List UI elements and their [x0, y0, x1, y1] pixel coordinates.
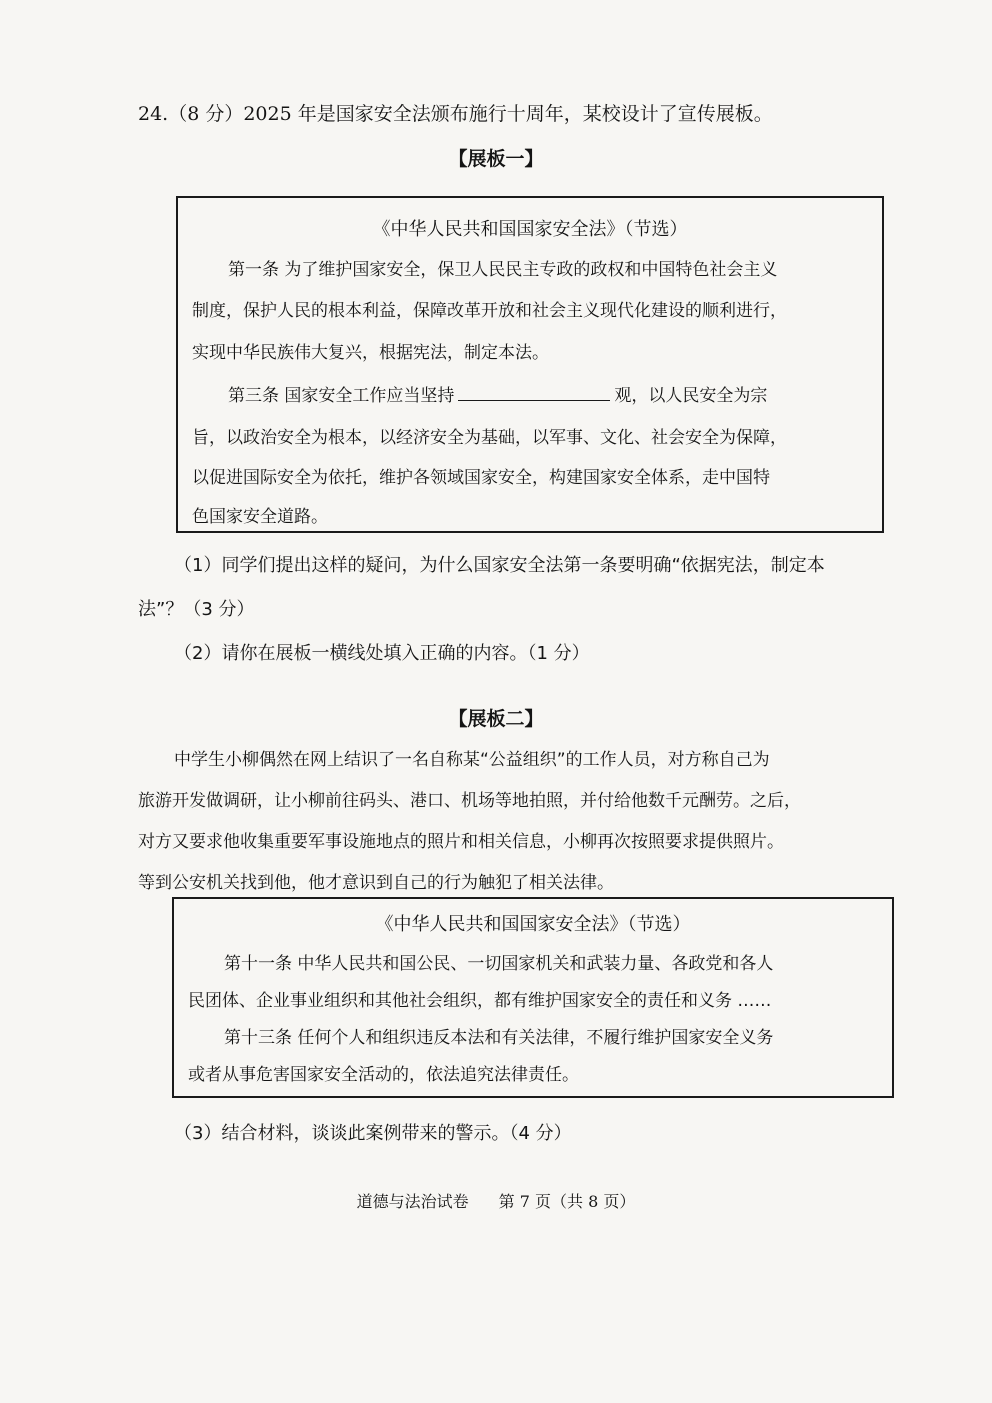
- article-11-line-2: 民团体、企业事业组织和其他社会组织，都有维护国家安全的责任和义务 ……: [188, 991, 772, 1011]
- article-13-line-2: 或者从事危害国家安全活动的，依法追究法律责任。: [188, 1065, 579, 1085]
- sub-question-1-line-2: 法”？（3 分）: [138, 599, 255, 620]
- question-24-intro: 24.（8 分）2025 年是国家安全法颁布施行十周年，某校设计了宣传展板。: [138, 103, 773, 125]
- article-1-line-3: 实现中华民族伟大复兴，根据宪法，制定本法。: [192, 343, 549, 363]
- footer-subject: 道德与法治试卷: [356, 1192, 469, 1211]
- sub-question-3-text: （3）结合材料，谈谈此案例带来的警示。（4 分）: [174, 1123, 572, 1144]
- article-3-line-3: 以促进国际安全为依托，维护各领域国家安全，构建国家安全体系，走中国特: [192, 468, 770, 488]
- case-story-line-2: 旅游开发做调研，让小柳前往码头、港口、机场等地拍照，并付给他数千元酬劳。之后，: [138, 791, 801, 811]
- sub-question-3: [138, 1112, 908, 1156]
- article-3-line-2: 旨，以政治安全为根本，以经济安全为基础，以军事、文化、社会安全为保障，: [192, 428, 787, 448]
- sub-question-1-line-1: （1）同学们提出这样的疑问，为什么国家安全法第一条要明确“依据宪法，制定本: [174, 555, 825, 576]
- article-1-line-2: 制度，保护人民的根本利益，保障改革开放和社会主义现代化建设的顺利进行，: [192, 301, 787, 321]
- board-two-box: [172, 897, 894, 1098]
- sub-question-2-text: （2）请你在展板一横线处填入正确的内容。（1 分）: [174, 643, 590, 664]
- case-story-line-1: 中学生小柳偶然在网上结识了一名自称某“公益组织”的工作人员，对方称自己为: [174, 750, 770, 770]
- board-one-heading: 【展板一】: [448, 148, 544, 170]
- article-11-line-1: 第十一条 中华人民共和国公民、一切国家机关和武装力量、各政党和各人: [224, 954, 774, 974]
- page-footer: [0, 1188, 992, 1216]
- article-3-line-1: [192, 374, 868, 418]
- article-3-text-before-blank: 第三条 国家安全工作应当坚持: [228, 386, 455, 406]
- board-one-box-title: 《中华人民共和国国家安全法》（节选）: [372, 219, 688, 240]
- article-3-line-4: 色国家安全道路。: [192, 507, 328, 527]
- answer-blank[interactable]: [458, 382, 610, 401]
- board-two-heading: 【展板二】: [448, 708, 544, 730]
- case-story-line-3: 对方又要求他收集重要军事设施地点的照片和相关信息，小柳再次按照要求提供照片。: [138, 832, 784, 852]
- case-story-line-4: 等到公安机关找到他，他才意识到自己的行为触犯了相关法律。: [138, 873, 614, 893]
- footer-page-number: 第 7 页（共 8 页）: [498, 1192, 636, 1211]
- article-1-line-1: 第一条 为了维护国家安全，保卫人民民主专政的政权和中国特色社会主义: [228, 260, 778, 280]
- sub-question-1: [138, 544, 908, 632]
- case-story: [138, 740, 898, 904]
- article-13-line-1: 第十三条 任何个人和组织违反本法和有关法律，不履行维护国家安全义务: [224, 1028, 774, 1048]
- board-two-box-title: 《中华人民共和国国家安全法》（节选）: [375, 914, 691, 935]
- sub-question-2: [138, 632, 908, 676]
- board-one-box: [176, 196, 884, 533]
- article-3-text-after-blank: 观，以人民安全为宗: [614, 386, 768, 406]
